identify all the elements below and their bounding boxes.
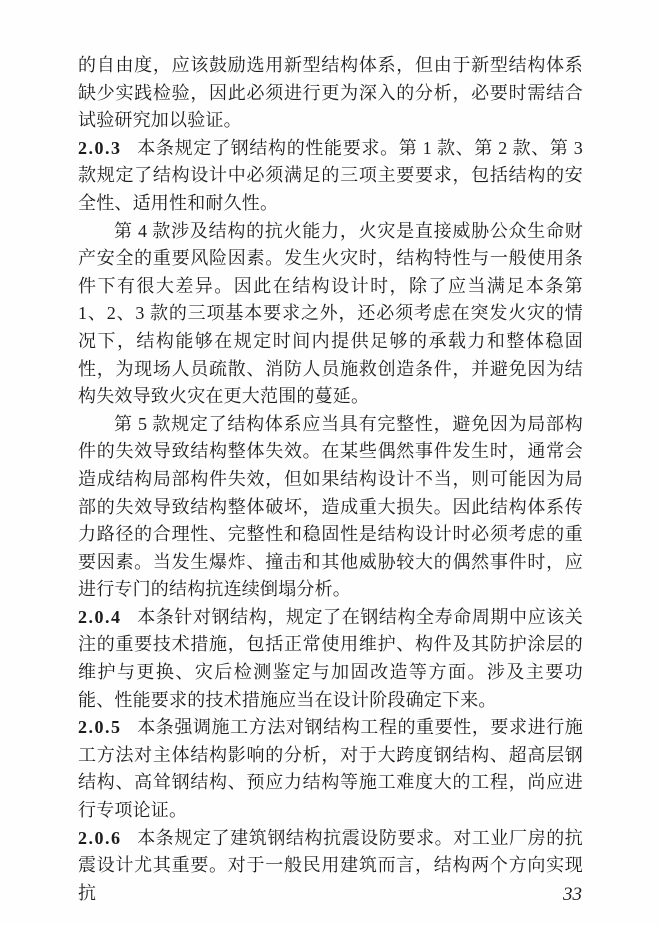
section-paragraph [78,604,583,714]
page-number: 33 [563,884,582,905]
paragraph-text: 本条规定了建筑钢结构抗震设防要求。对工业厂房的抗震设计尤其重要。对于一般民用建筑而言，结构两个方向实现抗 [78,827,583,903]
paragraph-text: 的自由度，应该鼓励选用新型结构体系，但由于新型结构体系缺少实践检验，因此必须进行更为深入的分析，必要时需结合试验研究加以验证。 [78,55,583,131]
section-number: 2.0.4 [78,606,122,627]
paragraph [78,52,583,135]
section-number: 2.0.6 [78,827,122,848]
paragraph-text: 本条规定了钢结构的性能要求。第 1 款、第 2 款、第 3 款规定了结构设计中必须满足的三项主要要求，包括结构的安全性、适用性和耐久性。 [78,137,583,213]
paragraph [78,218,583,411]
section-paragraph [78,714,583,824]
section-paragraph [78,135,583,218]
paragraph-text: 第 5 款规定了结构体系应当具有完整性，避免因为局部构件的失效导致结构整体失效。在某些偶然事件发生时，通常会造成结构局部构件失效，但如果结构设计不当，则可能因为局部的失效导致结构整体破坏，造成重大损失。因此结构体系传力路径的合理性、完整性和稳固性是结构设计时必须考虑的重要因素。当发生爆炸、撞击和其他威胁较大的偶然事件时，应进行专门的结构抗连续倒塌分析。 [78,413,583,600]
paragraph-text: 第 4 款涉及结构的抗火能力，火灾是直接威胁公众生命财产安全的重要风险因素。发生火灾时，结构特性与一般使用条件下有很大差异。因此在结构设计时，除了应当满足本条第 1、2、3 款的三项基本要求之外，还必须考虑在突发火灾的情况下，结构能够在规定时间内提供足够的承载力和整体稳固性，为现场人员疏散、消防人员施救创造条件，并避免因为结构失效导致火灾在更大范围的蔓延。 [78,220,583,407]
paragraph [78,411,583,604]
section-number: 2.0.3 [78,137,122,158]
body-text [78,52,583,907]
paragraph-text: 本条针对钢结构，规定了在钢结构全寿命周期中应该关注的重要技术措施，包括正常使用维护、构件及其防护涂层的维护与更换、灾后检测鉴定与加固改造等方面。涉及主要功能、性能要求的技术措施应当在设计阶段确定下来。 [78,606,583,710]
section-number: 2.0.5 [78,717,122,738]
section-paragraph [78,825,583,908]
paragraph-text: 本条强调施工方法对钢结构工程的重要性，要求进行施工方法对主体结构影响的分析，对于大跨度钢结构、超高层钢结构、高耸钢结构、预应力结构等施工难度大的工程，尚应进行专项论证。 [78,717,583,821]
